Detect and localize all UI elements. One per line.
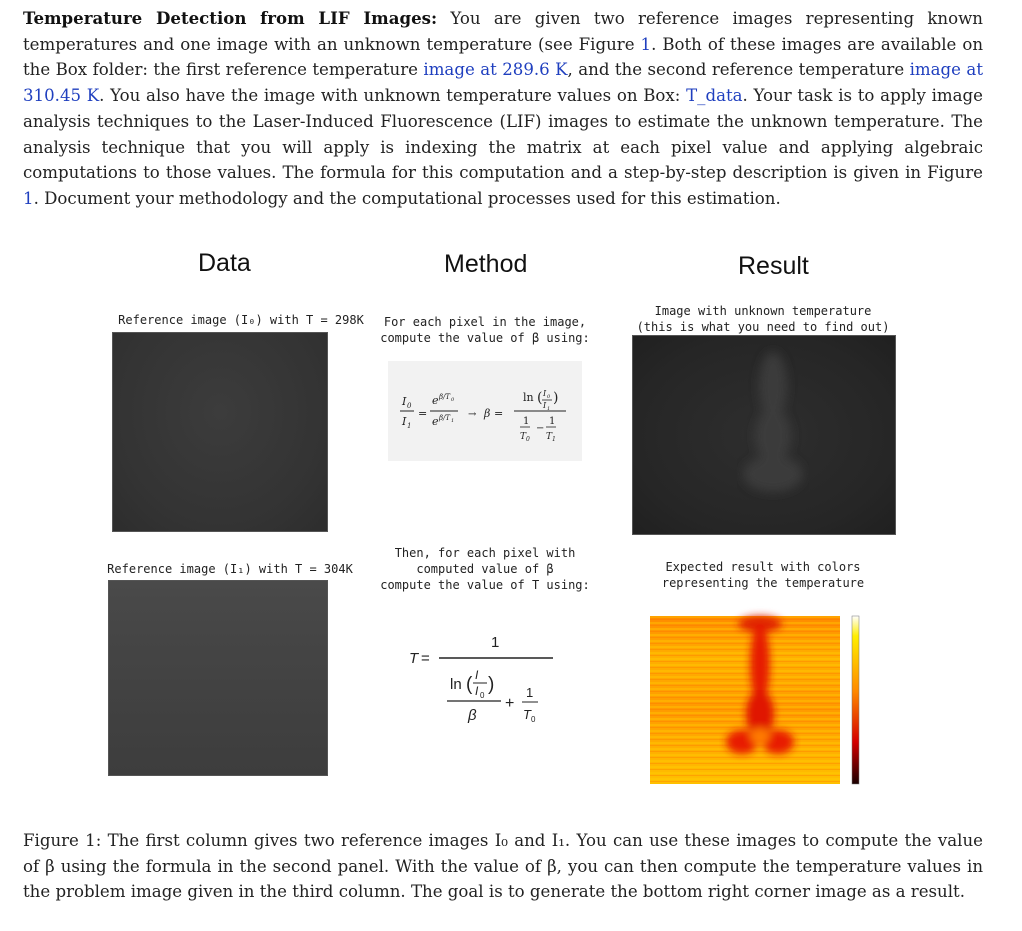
svg-text:I: I — [475, 668, 479, 682]
svg-text:−: − — [536, 423, 545, 434]
svg-text:I: I — [475, 684, 479, 698]
image-310-link[interactable]: image at 310.45 K — [23, 60, 983, 106]
svg-text:β: β — [484, 407, 491, 420]
svg-text:β/T: β/T — [439, 393, 451, 401]
svg-text:ln: ln — [450, 676, 462, 693]
svg-text:0: 0 — [407, 402, 412, 410]
svg-text:I: I — [402, 415, 407, 428]
svg-text:0: 0 — [531, 715, 536, 724]
intro-text-3: , and the second reference temperature — [567, 60, 910, 80]
intro-text-6: . Document your methodology and the computational processes used for this estimation. — [33, 188, 781, 208]
svg-text:I: I — [543, 401, 547, 410]
svg-text:(: ( — [537, 390, 543, 406]
method1-caption — [374, 314, 596, 346]
method1-caption-line1: For each pixel in the image, — [383, 315, 587, 329]
intro-text-2: . Both of these images are available on the Box folder: the first reference temperature — [23, 34, 984, 80]
ref0-caption: Reference image (I₀) with T = 298K — [118, 313, 364, 327]
svg-text:): ) — [488, 674, 495, 695]
method2-caption-line1: Then, for each pixel with — [394, 546, 576, 560]
svg-text:T: T — [520, 432, 527, 442]
svg-text:e: e — [432, 415, 439, 428]
svg-text:1: 1 — [451, 418, 455, 424]
svg-text:0: 0 — [526, 436, 530, 443]
colorbar — [852, 616, 859, 784]
unknown-caption-line2: (this is what you need to find out) — [636, 320, 890, 334]
svg-text:0: 0 — [547, 394, 551, 400]
reference-image-i0 — [112, 332, 328, 532]
beta-formula — [388, 361, 582, 461]
expected-caption — [632, 559, 894, 591]
unknown-temperature-image — [632, 335, 896, 535]
svg-text:1: 1 — [407, 422, 412, 430]
column-header-method: Method — [444, 250, 528, 278]
svg-text:0: 0 — [451, 397, 455, 403]
svg-text:0: 0 — [480, 691, 485, 700]
method2-caption-line3: compute the value of T using: — [380, 578, 590, 592]
expected-caption-line2: representing the temperature — [661, 576, 865, 590]
reference-image-i1 — [108, 580, 328, 776]
temperature-formula — [395, 623, 565, 733]
svg-text:=: = — [421, 650, 430, 667]
svg-text:β: β — [468, 707, 477, 724]
svg-text:1: 1 — [552, 436, 556, 443]
intro-text-5: . Your task is to apply image analysis techniques to the Laser-Induced Fluorescence (LIF) images to estimate the unknown temperature. The analysis technique that you will apply is indexing the matrix at each pixel value and applying algebraic computations to those values. The formula for this computation and a step-by-step description is given in Figure — [23, 86, 984, 183]
heatmap-area — [650, 616, 840, 784]
figure-caption: Figure 1: The first column gives two reference images I₀ and I₁. You can use these images to compute the value of β using the formula in the second panel. With the value of β, you can then compute the temperature values in the problem image given in the third column. The goal is to generate the bottom right corner image as a result. — [23, 831, 983, 902]
svg-text:T: T — [546, 432, 553, 442]
expected-caption-line1: Expected result with colors — [665, 560, 861, 574]
svg-text:→: → — [468, 409, 477, 420]
intro-text-1: You are given two reference images representing known temperatures and one image with an unknown temperature (see Figure — [23, 9, 983, 54]
unknown-caption-line1: Image with unknown temperature — [654, 304, 872, 318]
svg-text:ln: ln — [523, 391, 534, 404]
svg-text:1: 1 — [547, 406, 551, 412]
svg-text:=: = — [418, 407, 428, 420]
svg-text:I: I — [402, 395, 407, 408]
svg-text:=: = — [494, 407, 504, 420]
svg-text:1: 1 — [523, 416, 530, 427]
ref1-caption: Reference image (I₁) with T = 304K — [107, 562, 353, 576]
expected-temperature-map — [632, 604, 894, 794]
svg-text:β/T: β/T — [439, 414, 451, 422]
intro-paragraph — [23, 6, 983, 212]
svg-text:): ) — [553, 390, 559, 406]
intro-text-4: . You also have the image with unknown temperature values on Box: — [99, 86, 687, 106]
svg-text:1: 1 — [549, 416, 556, 427]
figure-ref-link-2[interactable]: 1 — [23, 188, 34, 208]
t-data-link[interactable]: T_data — [686, 86, 743, 106]
svg-text:T: T — [409, 650, 419, 667]
svg-text:T: T — [523, 707, 531, 722]
method2-caption-line2: computed value of β — [416, 562, 554, 576]
svg-text:1: 1 — [526, 685, 534, 700]
svg-text:+: + — [505, 695, 515, 712]
method2-caption — [374, 545, 596, 593]
svg-text:1: 1 — [491, 634, 500, 651]
svg-text:e: e — [432, 394, 439, 407]
intro-title: Temperature Detection from LIF Images: — [23, 8, 438, 28]
column-header-data: Data — [198, 249, 251, 277]
method1-caption-line2: compute the value of β using: — [380, 331, 590, 345]
unknown-caption — [632, 303, 894, 335]
svg-text:I: I — [543, 389, 547, 398]
column-header-result: Result — [738, 252, 809, 280]
image-289-link[interactable]: image at 289.6 K — [423, 60, 568, 80]
figure-ref-link-1[interactable]: 1 — [640, 34, 652, 54]
svg-text:(: ( — [466, 674, 473, 695]
